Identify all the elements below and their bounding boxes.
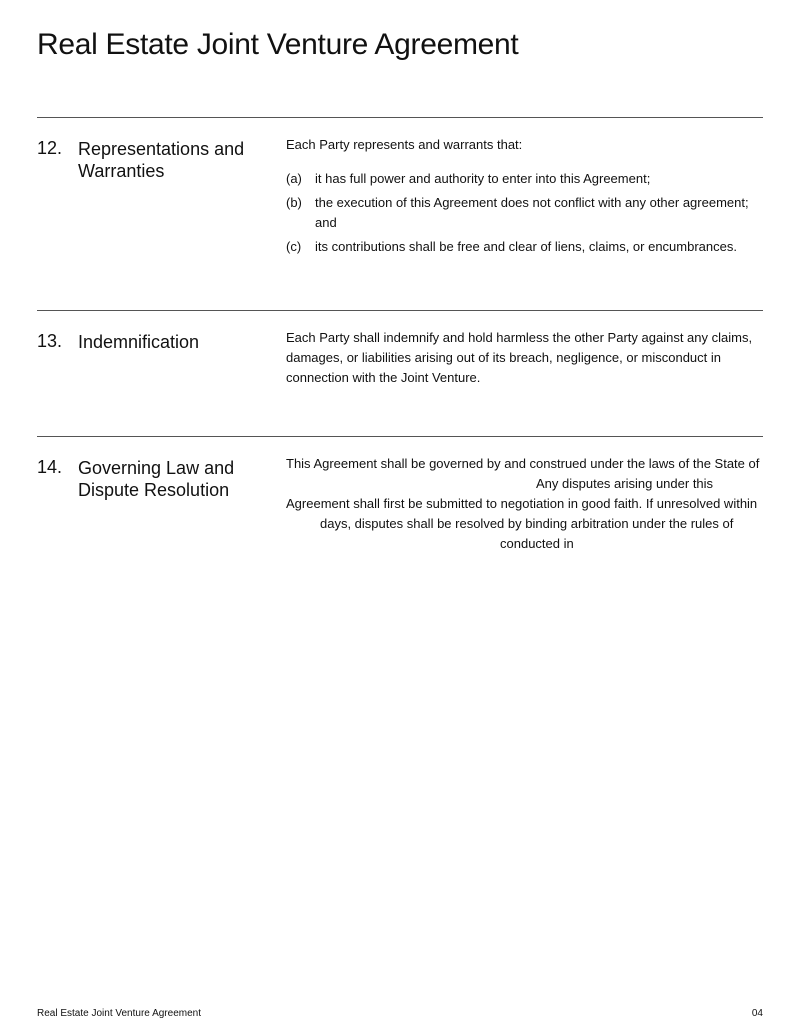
footer-title: Real Estate Joint Venture Agreement [37,1008,201,1019]
section-title: Governing Law and Dispute Resolution [78,458,235,500]
section-body [286,454,766,554]
section-title: Representations and Warranties [78,139,245,181]
location-blank-field[interactable] [574,534,694,548]
item-text: it has full power and authority to enter into this Agreement; [315,171,651,186]
section-body [286,328,766,388]
item-text: the execution of this Agreement does not conflict with any other agreement; and [315,195,749,230]
arbitration-rules-blank-field[interactable] [286,534,500,548]
item-label: (b) [286,195,302,210]
section-text: Each Party shall indemnify and hold harmless the other Party against any claims, damages, or liabilities arising out of its breach, negligence, or misconduct in connection with the Joint Venture. [286,330,753,385]
state-blank-field[interactable] [286,474,536,488]
section-13 [37,310,763,437]
list-item [286,193,766,233]
document-title: Real Estate Joint Venture Agreement [37,28,519,61]
section-text: days, disputes shall be resolved by binding arbitration under the rules of [320,516,734,531]
item-label: (c) [286,239,302,254]
page-footer [37,1008,763,1019]
list-item [286,237,766,257]
section-text: Any disputes arising under this Agreement shall first be submitted to negotiation in good faith. If unresolved within [286,476,758,511]
section-12 [37,117,763,311]
item-text: its contributions shall be free and clear of liens, claims, or encumbrances. [315,239,737,254]
item-label: (a) [286,171,302,186]
section-body [286,135,766,257]
section-number: 13. [37,331,63,351]
section-number: 14. [37,457,63,477]
section-title: Indemnification [78,332,200,352]
list-item [286,169,766,189]
section-text: This Agreement shall be governed by and construed under the laws of the State of [286,456,760,471]
section-intro: Each Party represents and warrants that: [286,137,523,152]
section-number: 12. [37,138,63,158]
page-number: 04 [751,1008,763,1019]
section-14 [37,436,763,637]
days-blank-field[interactable] [286,514,320,528]
section-text: conducted in [500,536,574,551]
